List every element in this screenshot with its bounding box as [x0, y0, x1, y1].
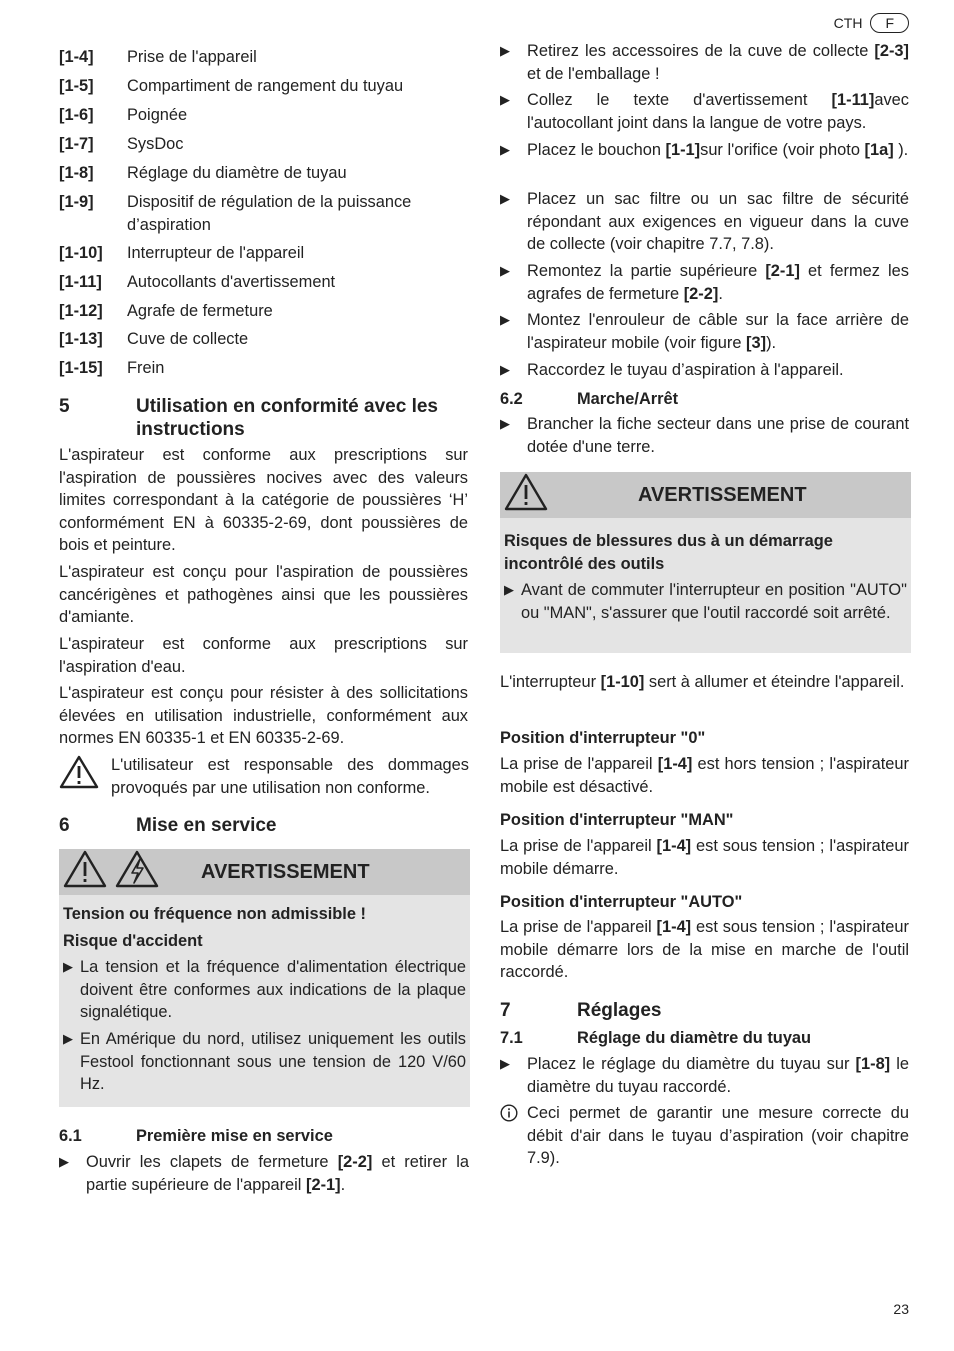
legend-key: [1-6] [59, 106, 94, 124]
info-note [500, 1102, 909, 1170]
legend-key: [1-8] [59, 164, 94, 182]
paragraph: L'interrupteur [1-10] sert à allumer et éteindre l'appareil. [500, 673, 905, 691]
bullet-text: Raccordez le tuyau d’aspiration à l'appareil. [527, 361, 844, 379]
legend-key: [1-12] [59, 302, 103, 320]
legend-label: Interrupteur de l'appareil [127, 244, 305, 262]
warning-subject: Risque d'accident [63, 931, 203, 950]
section-number: 7 [500, 1000, 511, 1021]
section-6-heading [59, 814, 469, 837]
arrow-bullet-icon: ▶ [63, 959, 73, 975]
bullet-text: En Amérique du nord, utilisez uniquement les outils Festool fonctionnant sous une tension de 120 V/60 Hz. [80, 1029, 466, 1094]
legend-item [59, 357, 469, 380]
arrow-bullet-icon: ▶ [500, 43, 510, 58]
section-title: Réglage du diamètre du tuyau [577, 1029, 812, 1047]
section-title: Utilisation en conformité avec les instructions [136, 396, 438, 440]
legend-label: Prise de l'appareil [127, 48, 257, 66]
paragraph: La prise de l'appareil [1-4] est hors tension ; l'aspirateur mobile est désactivé. [500, 755, 909, 796]
bullet-item [500, 1053, 909, 1098]
info-text: Ceci permet de garantir une mesure correcte du débit d'air dans le tuyau d’aspiration (voir chapitre 7.9). [527, 1104, 909, 1168]
warning-header [59, 849, 470, 895]
section-number: 6.1 [59, 1127, 82, 1145]
subheading: Position d'interrupteur "0" [500, 729, 706, 747]
arrow-bullet-icon: ▶ [500, 191, 510, 206]
page-header [834, 12, 909, 35]
bullet-text: Montez l'enrouleur de câble sur la face arrière de l'aspirateur mobile (voir figure [3]). [527, 311, 909, 352]
bullet-item [500, 413, 909, 458]
warning-subject: Tension ou fréquence non admissible ! [63, 905, 366, 923]
warning-triangle-icon [59, 754, 111, 799]
arrow-bullet-icon: ▶ [500, 312, 510, 327]
section-5-heading [59, 395, 469, 441]
arrow-bullet-icon: ▶ [500, 263, 510, 278]
warning-triangle-icon [63, 849, 107, 896]
legend-key: [1-7] [59, 135, 94, 153]
legend-item [59, 133, 469, 156]
bullet-item [500, 260, 909, 305]
paragraph: L'aspirateur est conçu pour résister à des sollicitations élevées en utilisation industrielle, conformément aux normes EN 60335-1 et EN 60335-2-69. [59, 684, 468, 748]
legend-label: Agrafe de fermeture [127, 302, 273, 320]
legend-key: [1-15] [59, 359, 103, 377]
section-6-1-heading [59, 1125, 469, 1148]
section-number: 6 [59, 815, 70, 836]
bullet-text: Placez un sac filtre ou un sac filtre de sécurité répondant aux exigences en vigueur dans la cuve de collecte (voir chapitre 7.7, 7.8). [527, 190, 909, 254]
warning-box-voltage [59, 849, 470, 1107]
bullet-text: Avant de commuter l'interrupteur en position "AUTO" ou "MAN", s'assurer que l'outil raccordé soit arrêté. [521, 581, 907, 622]
arrow-bullet-icon: ▶ [504, 582, 514, 598]
section-6-2-heading [500, 388, 910, 411]
legend-label: Cuve de collecte [127, 330, 249, 348]
legend-key: [1-5] [59, 77, 94, 95]
warning-bullet [504, 579, 907, 624]
warning-title: AVERTISSEMENT [201, 860, 370, 883]
arrow-bullet-icon: ▶ [63, 1030, 73, 1046]
legend-item [59, 242, 469, 265]
warning-header [500, 472, 911, 518]
section-number: 5 [59, 396, 70, 417]
bullet-text: Placez le réglage du diamètre du tuyau sur [1-8] le diamètre du tuyau raccordé. [527, 1055, 909, 1096]
legend-key: [1-13] [59, 330, 103, 348]
paragraph: La prise de l'appareil [1-4] est sous tension ; l'aspirateur mobile démarre lors de la mise en marche de l'outil raccordé. [500, 918, 909, 982]
bullet-item [500, 89, 909, 134]
bullet-item [500, 359, 909, 382]
paragraph: La prise de l'appareil [1-4] est sous tension ; l'aspirateur mobile démarre. [500, 837, 909, 878]
warning-title: AVERTISSEMENT [638, 483, 807, 506]
section-number: 7.1 [500, 1029, 523, 1047]
electric-hazard-icon [115, 849, 159, 896]
bullet-item [500, 40, 909, 85]
legend-label: Frein [127, 359, 165, 377]
legend-label: Compartiment de rangement du tuyau [127, 77, 404, 95]
legend-item [59, 75, 469, 98]
bullet-text: Remontez la partie supérieure [2-1] et fermez les agrafes de fermeture [2-2]. [527, 262, 909, 303]
bullet-item [59, 1151, 469, 1196]
arrow-bullet-icon: ▶ [500, 1056, 510, 1071]
legend-item [59, 271, 469, 294]
bullet-text: Placez le bouchon [1-1]sur l'orifice (voir photo [1a] ). [527, 141, 909, 159]
responsibility-note [59, 754, 469, 799]
legend-label: Dispositif de régulation de la puissance d’aspiration [127, 193, 412, 234]
legend-item [59, 104, 469, 127]
section-title: Marche/Arrêt [577, 390, 679, 408]
warning-triangle-icon [504, 472, 548, 519]
legend-key: [1-9] [59, 193, 94, 211]
legend-label: SysDoc [127, 135, 184, 153]
warning-box-startup [500, 472, 911, 653]
bullet-item [500, 188, 909, 256]
model-code: CTH [833, 15, 863, 31]
warning-subject: Risques de blessures dus à un démarrage incontrôlé des outils [504, 532, 833, 573]
subheading: Position d'interrupteur "MAN" [500, 811, 734, 829]
bullet-text: La tension et la fréquence d'alimentation électrique doivent être conformes aux indications de la plaque signalétique. [80, 958, 466, 1022]
note-text: L'utilisateur est responsable des dommages provoqués par une utilisation non conforme. [111, 756, 469, 797]
legend-key: [1-11] [59, 273, 102, 291]
legend-key: [1-10] [59, 244, 103, 262]
subheading: Position d'interrupteur "AUTO" [500, 893, 743, 911]
bullet-text: Ouvrir les clapets de fermeture [2-2] et retirer la partie supérieure de l'appareil [2-1]. [86, 1153, 470, 1194]
section-7-1-heading [500, 1027, 910, 1050]
section-title: Mise en service [136, 815, 277, 836]
legend-item [59, 191, 469, 236]
legend-item [59, 300, 469, 323]
warning-bullet [63, 1028, 466, 1096]
arrow-bullet-icon: ▶ [500, 416, 510, 431]
legend-item [59, 46, 469, 69]
legend-item [59, 328, 469, 351]
paragraph: L'aspirateur est conforme aux prescriptions sur l'aspiration d'eau. [59, 635, 468, 676]
arrow-bullet-icon: ▶ [500, 92, 510, 107]
page-number: 23 [893, 1301, 909, 1317]
bullet-text: Collez le texte d'avertissement [1-11]avec l'autocollant joint dans la langue de votre pays. [527, 91, 909, 132]
section-title: Réglages [577, 1000, 662, 1021]
warning-bullet [63, 956, 466, 1024]
legend-key: [1-4] [59, 48, 94, 66]
bullet-item [500, 309, 909, 354]
language-badge: F [870, 13, 909, 33]
bullet-text: Retirez les accessoires de la cuve de collecte [2-3] et de l'emballage ! [527, 42, 909, 83]
legend-item [59, 162, 469, 185]
section-7-heading [500, 999, 910, 1022]
paragraph: L'aspirateur est conforme aux prescriptions sur l'aspiration de poussières nocives avec des valeurs limites correspondant à la catégorie de poussières ‘H’ conformément EN à 60335-2-69, dont poussières de bois et peinture. [59, 446, 468, 555]
legend-label: Poignée [127, 106, 188, 124]
arrow-bullet-icon: ▶ [500, 362, 510, 377]
arrow-bullet-icon: ▶ [59, 1154, 69, 1169]
legend-label: Autocollants d'avertissement [127, 273, 336, 291]
bullet-item [500, 139, 909, 162]
section-title: Première mise en service [136, 1127, 333, 1145]
info-icon [500, 1102, 527, 1170]
legend-label: Réglage du diamètre de tuyau [127, 164, 347, 182]
arrow-bullet-icon: ▶ [500, 142, 510, 157]
paragraph: L'aspirateur est conçu pour l'aspiration de poussières cancérigènes et pathogènes ainsi que les poussières d'amiante. [59, 563, 468, 627]
bullet-text: Brancher la fiche secteur dans une prise de courant dotée d'une terre. [527, 415, 909, 456]
section-number: 6.2 [500, 390, 523, 408]
